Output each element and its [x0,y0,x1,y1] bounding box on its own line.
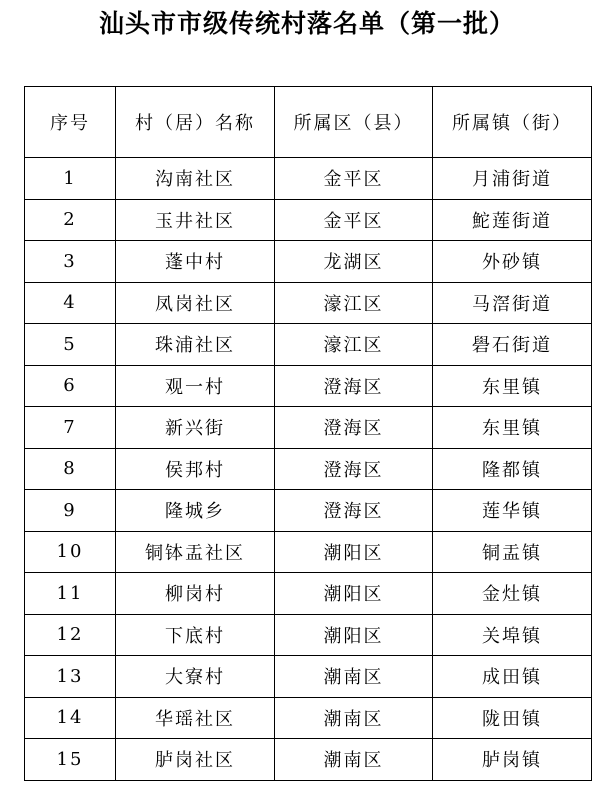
cell-no: 6 [25,365,116,407]
header-village: 村（居）名称 [116,87,275,158]
table-row [25,697,592,739]
table-row [25,739,592,781]
cell-no: 11 [25,573,116,615]
cell-district: 金平区 [275,158,433,200]
table-row [25,407,592,449]
cell-no: 14 [25,697,116,739]
cell-town: 关埠镇 [433,614,592,656]
header-town: 所属镇（街） [433,87,592,158]
cell-village: 沟南社区 [116,158,275,200]
cell-no: 13 [25,656,116,698]
table-row [25,241,592,283]
cell-town: 成田镇 [433,656,592,698]
document-title: 汕头市市级传统村落名单（第一批） [98,9,515,38]
cell-district: 潮南区 [275,656,433,698]
cell-town: 莲华镇 [433,490,592,532]
table-row [25,614,592,656]
cell-village: 隆城乡 [116,490,275,532]
table-row [25,573,592,615]
cell-district: 澄海区 [275,407,433,449]
cell-town: 铜盂镇 [433,531,592,573]
cell-no: 15 [25,739,116,781]
table-row [25,199,592,241]
table-row [25,490,592,532]
cell-village: 下底村 [116,614,275,656]
table-row [25,158,592,200]
header-district: 所属区（县） [275,87,433,158]
cell-village: 华瑶社区 [116,697,275,739]
cell-town: 马滘街道 [433,282,592,324]
cell-no: 5 [25,324,116,366]
cell-town: 陇田镇 [433,697,592,739]
cell-village: 玉井社区 [116,199,275,241]
cell-town: 东里镇 [433,365,592,407]
cell-village: 胪岗社区 [116,739,275,781]
cell-town: 金灶镇 [433,573,592,615]
cell-village: 大寮村 [116,656,275,698]
cell-district: 金平区 [275,199,433,241]
cell-village: 铜钵盂社区 [116,531,275,573]
table-row [25,656,592,698]
cell-district: 澄海区 [275,365,433,407]
cell-no: 12 [25,614,116,656]
cell-district: 濠江区 [275,282,433,324]
cell-town: 礐石街道 [433,324,592,366]
cell-district: 潮南区 [275,739,433,781]
cell-no: 8 [25,448,116,490]
cell-district: 澄海区 [275,448,433,490]
cell-no: 1 [25,158,116,200]
cell-village: 侯邦村 [116,448,275,490]
village-list-table [24,86,592,781]
cell-district: 潮阳区 [275,531,433,573]
header-no: 序号 [25,87,116,158]
cell-town: 东里镇 [433,407,592,449]
cell-no: 4 [25,282,116,324]
cell-no: 10 [25,531,116,573]
cell-village: 观一村 [116,365,275,407]
cell-no: 3 [25,241,116,283]
cell-village: 凤岗社区 [116,282,275,324]
cell-no: 9 [25,490,116,532]
cell-no: 7 [25,407,116,449]
cell-town: 月浦街道 [433,158,592,200]
cell-town: 鮀莲街道 [433,199,592,241]
table-row [25,282,592,324]
table-row [25,448,592,490]
cell-district: 澄海区 [275,490,433,532]
cell-district: 龙湖区 [275,241,433,283]
cell-district: 潮南区 [275,697,433,739]
cell-village: 新兴街 [116,407,275,449]
table-row [25,365,592,407]
table-header-row [25,87,592,158]
cell-district: 潮阳区 [275,614,433,656]
cell-town: 胪岗镇 [433,739,592,781]
cell-village: 柳岗村 [116,573,275,615]
table-row [25,531,592,573]
cell-district: 潮阳区 [275,573,433,615]
cell-town: 隆都镇 [433,448,592,490]
cell-district: 濠江区 [275,324,433,366]
cell-no: 2 [25,199,116,241]
cell-village: 珠浦社区 [116,324,275,366]
cell-town: 外砂镇 [433,241,592,283]
cell-village: 蓬中村 [116,241,275,283]
table-row [25,324,592,366]
